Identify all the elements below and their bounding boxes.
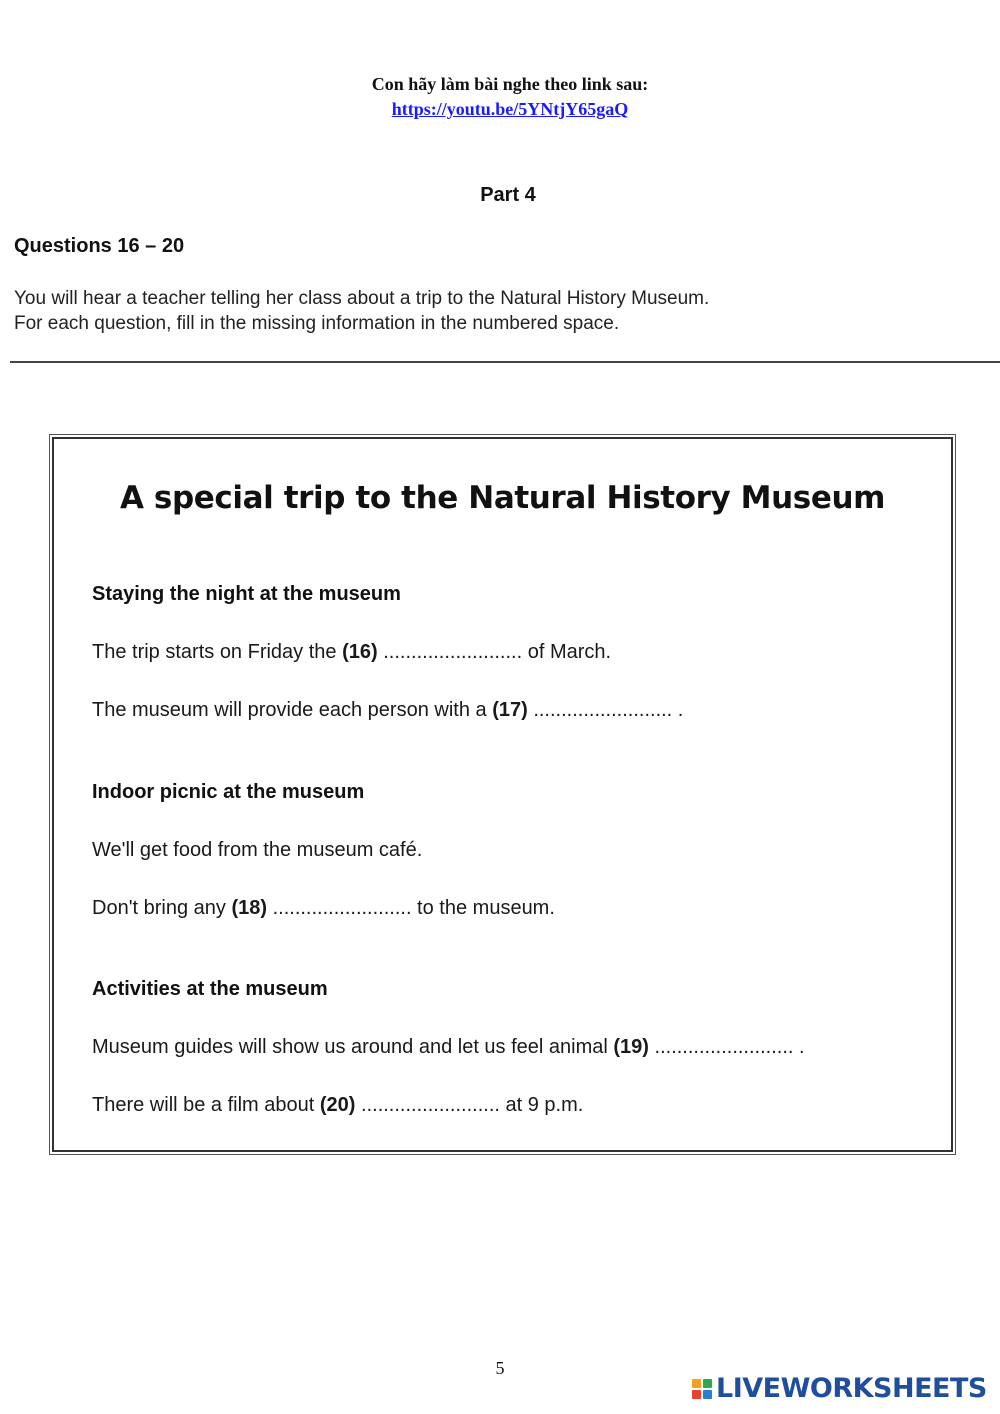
- divider: [10, 361, 1000, 363]
- box-title: A special trip to the Natural History Museum: [119, 480, 886, 516]
- question-number: (18): [231, 897, 268, 919]
- line-text: There will be a film about: [92, 1094, 320, 1116]
- logo-square-icon: [703, 1390, 712, 1399]
- logo-square-icon: [692, 1390, 701, 1399]
- question-17-line: [92, 699, 683, 722]
- question-19-line: [92, 1036, 805, 1059]
- liveworksheets-logo[interactable]: [692, 1373, 987, 1404]
- logo-grid-icon: [692, 1379, 712, 1399]
- question-20-line: [92, 1094, 583, 1117]
- question-number: (16): [342, 641, 378, 663]
- intro-line-1: You will hear a teacher telling her class about a trip to the Natural History Museum.: [14, 288, 710, 309]
- part-title: Part 4: [480, 184, 536, 206]
- logo-text: LIVEWORKSHEETS: [716, 1373, 987, 1404]
- intro-line-2: For each question, fill in the missing information in the numbered space.: [14, 313, 620, 334]
- question-16-line: [92, 641, 611, 664]
- line-text: The museum will provide each person with a: [92, 699, 493, 721]
- question-number: (19): [613, 1036, 649, 1058]
- section-heading: Indoor picnic at the museum: [92, 781, 365, 803]
- answer-blank[interactable]: ......................... of March.: [377, 641, 612, 663]
- section-heading: Staying the night at the museum: [92, 583, 401, 605]
- youtube-link[interactable]: https://youtu.be/5YNtjY65gaQ: [391, 99, 629, 119]
- answer-blank[interactable]: ......................... .: [527, 699, 684, 721]
- info-line: We'll get food from the museum café.: [92, 839, 423, 861]
- answer-blank[interactable]: ......................... at 9 p.m.: [355, 1094, 584, 1116]
- question-number: (20): [319, 1094, 356, 1116]
- questions-title: Questions 16 – 20: [14, 235, 185, 257]
- instruction-block: [0, 72, 1000, 122]
- section-heading: Activities at the museum: [92, 978, 328, 1000]
- answer-blank[interactable]: ......................... to the museum.: [267, 897, 555, 919]
- instruction-text: Con hãy làm bài nghe theo link sau:: [371, 74, 649, 94]
- line-text: Museum guides will show us around and let us feel animal: [92, 1036, 614, 1058]
- question-number: (17): [492, 699, 528, 721]
- logo-square-icon: [703, 1379, 712, 1388]
- intro-text: [14, 286, 709, 336]
- answer-blank[interactable]: ......................... .: [648, 1036, 805, 1058]
- question-18-line: [92, 897, 555, 920]
- logo-square-icon: [692, 1379, 701, 1388]
- page-number: 5: [495, 1358, 505, 1378]
- line-text: The trip starts on Friday the: [92, 641, 343, 663]
- line-text: Don't bring any: [92, 897, 232, 919]
